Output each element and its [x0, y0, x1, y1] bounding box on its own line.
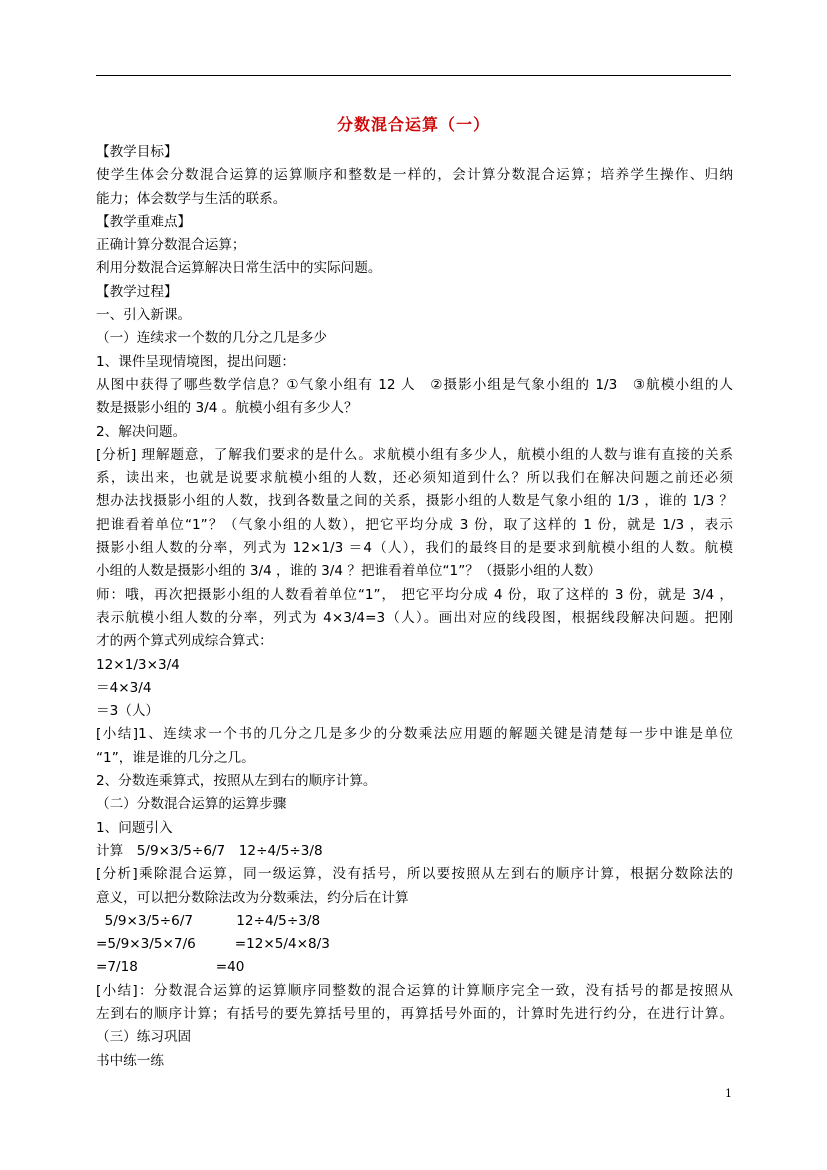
paragraph-line: 使学生体会分数混合运算的运算顺序和整数是一样的，会计算分数混合运算；培养学生操作、归纳 — [96, 167, 733, 184]
subsection-heading: （二）分数混合运算的运算步骤 — [96, 796, 287, 813]
document-body — [96, 141, 733, 1073]
paragraph-line: 表示航模小组人数的分率，列式为 4×3/4=3（人）。画出对应的线段图，根据线段解决问题。把刚 — [96, 609, 733, 626]
paragraph-line: 书中练一练 — [96, 1052, 164, 1069]
subsection-heading: （一）连续求一个数的几分之几是多少 — [96, 330, 328, 347]
paragraph-line: [小结]1、连续求一个书的几分之几是多少的分数乘法应用题的解题关键是清楚每一步中谁是单位 — [96, 726, 733, 743]
paragraph-line: [小结]：分数混合运算的运算顺序同整数的混合运算的计算顺序完全一致，没有括号的都是按照从 — [96, 982, 733, 999]
paragraph-line: 正确计算分数混合运算； — [96, 237, 246, 254]
formula-line: ＝4×3/4 — [96, 679, 152, 696]
paragraph-line: 师：哦，再次把摄影小组的人数看着单位“1”， 把它平均分成 4 份，取了这样的 3 份，就是 3/4 ， — [96, 586, 733, 603]
paragraph-line: 数是摄影小组的 3/4 。航模小组有多少人？ — [96, 400, 358, 417]
paragraph-line: 摄影小组人数的分率，列式为 12×1/3 ＝4（人），我们的最终目的是要求到航模小组的人数。航模 — [96, 540, 733, 557]
subsection-heading: （三）练习巩固 — [96, 1029, 192, 1046]
formula-line: =5/9×3/5×7/6 =12×5/4×8/3 — [96, 936, 330, 953]
paragraph-line: 一、引入新课。 — [96, 307, 192, 324]
formula-line: 12×1/3×3/4 — [96, 656, 180, 673]
paragraph-line: 1、课件呈现情境图，提出问题： — [96, 353, 295, 370]
paragraph-line: [分析]乘除混合运算，同一级运算，没有括号，所以要按照从左到右的顺序计算，根据分数除法的 — [96, 866, 733, 883]
document-title: 分数混合运算（一） — [336, 115, 490, 134]
page-number: 1 — [725, 1087, 732, 1100]
paragraph-line: 意义，可以把分数除法改为分数乘法，约分后在计算 — [96, 889, 409, 906]
section-heading-process: 【教学过程】 — [96, 283, 178, 300]
paragraph-line: 1、问题引入 — [96, 819, 173, 836]
paragraph-line: 把谁看着单位“1”？（气象小组的人数），把它平均分成 3 份，取了这样的 1 份，就是 1/3 ，表示 — [96, 516, 733, 533]
paragraph-line: 系，读出来，也就是说要求航模小组的人数，还必须知道到什么？所以我们在解决问题之前还必须 — [96, 470, 733, 487]
header-rule — [96, 75, 731, 76]
paragraph-line: 能力；体会数学与生活的联系。 — [96, 190, 287, 207]
paragraph-line: 左到右的顺序计算；有括号的要先算括号里的，再算括号外面的，计算时先进行约分，在进行计算。 — [96, 1005, 733, 1022]
formula-line: =7/18 =40 — [96, 959, 245, 976]
paragraph-line: 从图中获得了哪些数学信息？①气象小组有 12 人 ②摄影小组是气象小组的 1/3 ③航模小组的人 — [96, 376, 733, 393]
paragraph-line: 小组的人数是摄影小组的 3/4 ，谁的 3/4 ？把谁看着单位“1”？（摄影小组的人数） — [96, 563, 602, 580]
paragraph-line: 才的两个算式列成综合算式： — [96, 633, 273, 650]
paragraph-line: 2、分数连乘算式，按照从左到右的顺序计算。 — [96, 773, 377, 790]
paragraph-line: 2、解决问题。 — [96, 423, 187, 440]
paragraph-line: “1”，谁是谁的几分之几。 — [96, 749, 255, 766]
paragraph-line: 利用分数混合运算解决日常生活中的实际问题。 — [96, 260, 382, 277]
paragraph-line: [分析] 理解题意，了解我们要求的是什么。求航模小组有多少人，航模小组的人数与谁有直接的关系 — [96, 446, 733, 463]
paragraph-line: 想办法找摄影小组的人数，找到各数量之间的关系，摄影小组的人数是气象小组的 1/3 ，谁的 1/3 ？ — [96, 493, 733, 510]
section-heading-key-points: 【教学重难点】 — [96, 213, 192, 230]
formula-line: ＝3（人） — [96, 703, 160, 720]
formula-line: 5/9×3/5÷6/7 12÷4/5÷3/8 — [96, 912, 321, 929]
section-heading-objectives: 【教学目标】 — [96, 144, 178, 160]
formula-line: 计算 5/9×3/5÷6/7 12÷4/5÷3/8 — [96, 842, 323, 859]
